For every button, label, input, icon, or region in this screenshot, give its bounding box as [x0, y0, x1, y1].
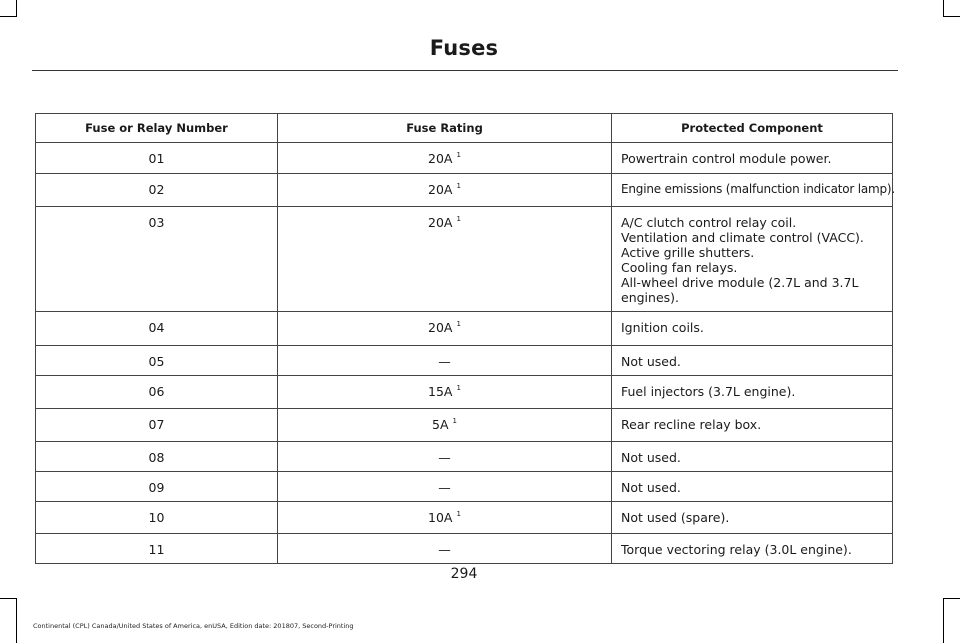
fuse-rating: [278, 174, 612, 207]
fuse-number: 01: [36, 143, 278, 174]
protected-component: [612, 207, 893, 312]
fuse-rating: [278, 534, 612, 564]
fuse-number: 04: [36, 312, 278, 346]
component-line: Not used (spare).: [621, 510, 730, 525]
fuse-number: 11: [36, 534, 278, 564]
rating-value: 20A: [428, 215, 453, 230]
footnote-marker: 1: [456, 510, 461, 518]
component-line: A/C clutch control relay coil.: [621, 215, 797, 230]
fuse-rating: [278, 442, 612, 472]
protected-component: [612, 143, 893, 174]
fuse-rating: [278, 207, 612, 312]
column-header-protected-component: Protected Component: [612, 114, 893, 143]
protected-component: [612, 346, 893, 376]
protected-component: [612, 472, 893, 502]
table-row: [36, 409, 893, 442]
fuse-rating: [278, 376, 612, 409]
rating-value: —: [438, 480, 451, 495]
fuse-number: 03: [36, 207, 278, 312]
edition-footer: Continental (CPL) Canada/United States of America, enUSA, Edition date: 201807, Second-Printing: [33, 622, 354, 630]
fuse-rating: [278, 472, 612, 502]
crop-mark: [943, 598, 960, 599]
table-row: [36, 143, 893, 174]
crop-mark: [943, 598, 944, 643]
crop-mark: [943, 0, 944, 17]
component-line: Ventilation and climate control (VACC).: [621, 230, 864, 245]
crop-mark: [943, 16, 960, 17]
title-divider: [32, 70, 898, 71]
rating-value: —: [438, 354, 451, 369]
protected-component: [612, 312, 893, 346]
protected-component: [612, 409, 893, 442]
table-row: [36, 207, 893, 312]
rating-value: 20A: [428, 320, 453, 335]
component-line: Rear recline relay box.: [621, 417, 762, 432]
fuse-rating: [278, 346, 612, 376]
table-row: [36, 376, 893, 409]
rating-value: 5A: [432, 417, 449, 432]
footnote-marker: 1: [456, 215, 461, 223]
fuse-table: [35, 113, 896, 564]
protected-component: [612, 442, 893, 472]
table-row: [36, 346, 893, 376]
fuse-number: 08: [36, 442, 278, 472]
component-line: Engine emissions (malfunction indicator lamp).: [621, 182, 896, 196]
component-line: All-wheel drive module (2.7L and 3.7L engines).: [621, 275, 859, 305]
component-line: Not used.: [621, 354, 681, 369]
component-line: Powertrain control module power.: [621, 151, 832, 166]
rating-value: —: [438, 450, 451, 465]
protected-component: [612, 174, 896, 207]
crop-mark: [0, 16, 17, 17]
crop-mark: [16, 598, 17, 643]
component-line: Cooling fan relays.: [621, 260, 738, 275]
fuse-number: 02: [36, 174, 278, 207]
component-line: Ignition coils.: [621, 320, 704, 335]
table-header-row: [36, 114, 893, 143]
component-line: Not used.: [621, 450, 681, 465]
column-header-fuse-rating: Fuse Rating: [278, 114, 612, 143]
table-row: [36, 534, 893, 564]
component-line: Active grille shutters.: [621, 245, 755, 260]
footnote-marker: 1: [456, 320, 461, 328]
component-line: Torque vectoring relay (3.0L engine).: [621, 542, 852, 557]
fuse-rating: [278, 312, 612, 346]
fuse-number: 09: [36, 472, 278, 502]
component-line: Not used.: [621, 480, 681, 495]
rating-value: 10A: [428, 510, 453, 525]
page-title: Fuses: [429, 36, 499, 60]
footnote-marker: 1: [456, 182, 461, 190]
fuse-number: 10: [36, 502, 278, 534]
rating-value: 15A: [428, 384, 453, 399]
table-row: [36, 502, 893, 534]
table-row: [36, 312, 893, 346]
protected-component: [612, 534, 893, 564]
fuse-number: 05: [36, 346, 278, 376]
footnote-marker: 1: [456, 384, 461, 392]
rating-value: 20A: [428, 151, 453, 166]
fuse-rating: [278, 502, 612, 534]
table-row: [36, 472, 893, 502]
crop-mark: [0, 598, 17, 599]
protected-component: [612, 376, 893, 409]
footnote-marker: 1: [456, 151, 461, 159]
rating-value: 20A: [428, 182, 453, 197]
crop-mark: [16, 0, 17, 17]
column-header-fuse-number: Fuse or Relay Number: [36, 114, 278, 143]
fuse-number: 06: [36, 376, 278, 409]
fuse-rating: [278, 409, 612, 442]
fuse-number: 07: [36, 409, 278, 442]
table-row: [36, 442, 893, 472]
component-line: Fuel injectors (3.7L engine).: [621, 384, 796, 399]
fuse-rating: [278, 143, 612, 174]
page-number: 294: [450, 566, 478, 582]
protected-component: [612, 502, 893, 534]
footnote-marker: 1: [452, 417, 457, 425]
rating-value: —: [438, 542, 451, 557]
table-row: [36, 174, 893, 207]
